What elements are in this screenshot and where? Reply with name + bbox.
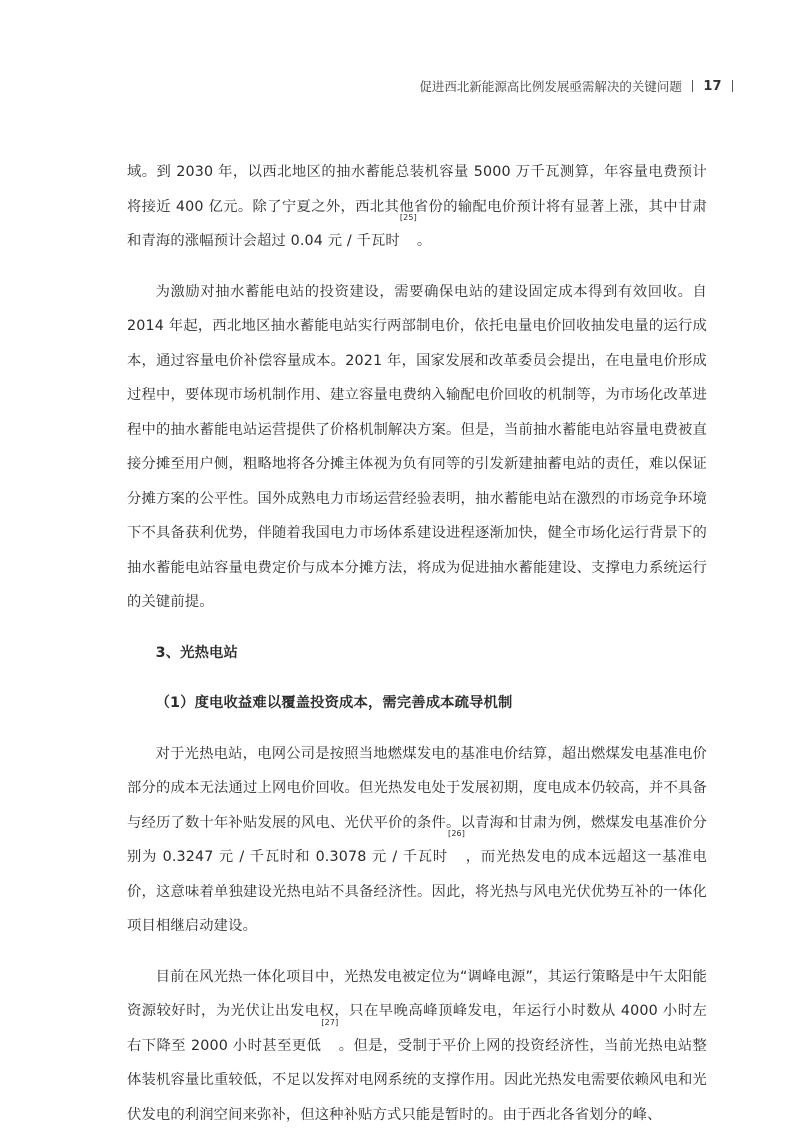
paragraph-text-end: 。但是，受制于平价上网的投资经济性，当前光热电站整体装机容量比重较低，不足以发挥对电网系统的支撑作用。因此光热发电需要依赖风电和光伏发电的利润空间来弥补，但这种补贴方式只能是暂时的。由于西北各省划分的峰、 bbox=[127, 1037, 708, 1123]
header-divider-right bbox=[732, 80, 734, 92]
citation-27: [27] bbox=[321, 1017, 339, 1027]
page-body bbox=[127, 155, 707, 1148]
citation-26: [26] bbox=[448, 829, 466, 838]
paragraph-text-end: 。 bbox=[416, 233, 432, 249]
paragraph-solar-thermal-pricing bbox=[127, 737, 707, 944]
section-heading: 3、光热电站 bbox=[155, 644, 238, 661]
paragraph-integrated-projects bbox=[127, 960, 707, 1133]
header-title: 促进西北新能源高比例发展亟需解决的关键问题 bbox=[419, 79, 682, 94]
paragraph-text-end: ，而光热发电的成本远超这一基准电价，这意味着单独建设光热电站不具备经济性。因此，将光热与风电光伏优势互补的一体化项目相继启动建设。 bbox=[127, 849, 707, 934]
paragraph-text: 域。到 2030 年，以西北地区的抽水蓄能总装机容量 5000 万千瓦测算，年容量电费预计将接近 400 亿元。除了宁夏之外，西北其他省份的输配电价预计将有显著上涨，其中甘肃和青海的涨幅预计会超过 0.04 元 / 千瓦时 bbox=[127, 164, 707, 249]
paragraph-text: 对于光热电站，电网公司是按照当地燃煤发电的基准电价结算，超出燃煤发电基准电价部分的成本无法通过上网电价回收。但光热发电处于发展初期，度电成本仍较高，并不具备与经历了数十年补贴发展的风电、光伏平价的条件。以青海和甘肃为例，燃煤发电基准价分别为 0.3247 元 / 千瓦时和 0.3078 元 / 千瓦时 bbox=[127, 745, 707, 865]
paragraph-text: 目前在风光热一体化项目中，光热发电被定位为“调峰电源”，其运行策略是中午太阳能资源较好时，为光伏让出发电权，只在早晚高峰顶峰发电，年运行小时数从 4000 小时左右下降至 2000 小时甚至更低 bbox=[127, 968, 707, 1054]
paragraph-pumped-storage: 为激励对抽水蓄能电站的投资建设，需要确保电站的建设固定成本得到有效回收。自 2014 年起，西北地区抽水蓄能电站实行两部制电价，依托电量电价回收抽发电量的运行成本，通过容量电价补偿容量成本。2021 年，国家发展和改革委员会提出，在电量电价形成过程中，要体现市场机制作用、建立容量电费纳入输配电价回收的机制等，为市场化改革进程中的抽水蓄能电站运营提供了价格机制解决方案。但是，当前抽水蓄能电站容量电费被直接分摊至用户侧，粗略地将各分摊主体视为负有同等的引发新建抽蓄电站的责任，难以保证分摊方案的公平性。国外成熟电力市场运营经验表明，抽水蓄能电站在激烈的市场竞争环境下不具备获利优势，伴随着我国电力市场体系建设进程逐渐加快，健全市场化运行背景下的抽水蓄能电站容量电费定价与成本分摊方法，将成为促进抽水蓄能建设、支撑电力系统运行的关键前提。 bbox=[127, 283, 707, 610]
subsection-heading: （1）度电收益难以覆盖投资成本，需完善成本疏导机制 bbox=[155, 695, 513, 711]
header-divider-left bbox=[692, 80, 694, 92]
paragraph-continued bbox=[127, 155, 707, 259]
page-number: 17 bbox=[703, 78, 722, 94]
running-header bbox=[419, 77, 733, 95]
citation-25: [25] bbox=[399, 213, 417, 222]
